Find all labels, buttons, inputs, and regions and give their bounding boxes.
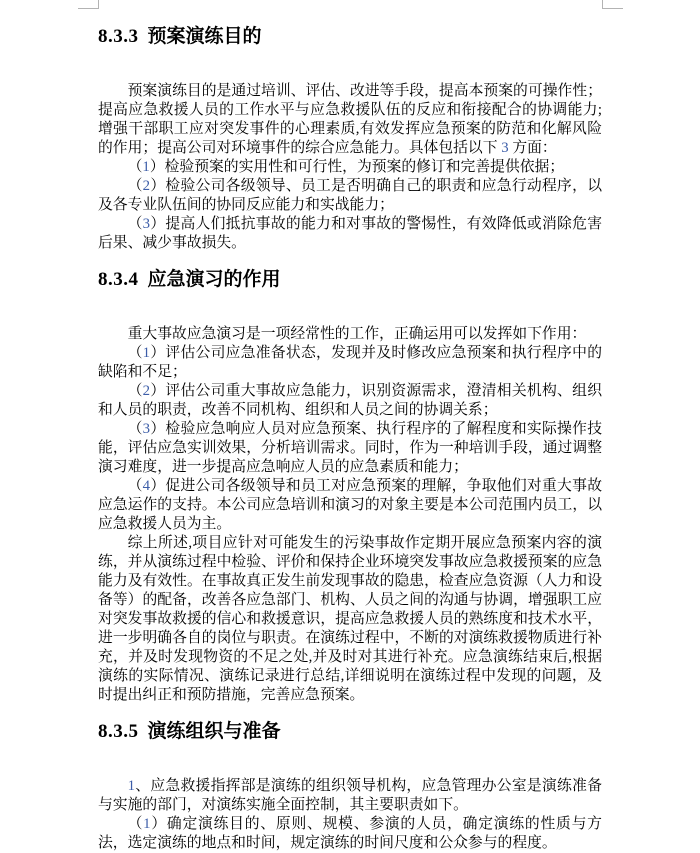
list-item: （2）评估公司重大事故应急能力，识别资源需求，澄清相关机构、组织和人员的职责，改善不同机构、组织和人员之间的协调关系； bbox=[98, 383, 602, 418]
list-item: （2）检验公司各级领导、员工是否明确自己的职责和应急行动程序，以及各专业队伍间的协同反应能力和实战能力； bbox=[98, 178, 602, 213]
list-item: （1）评估公司应急准备状态，发现并及时修改应急预案和执行程序中的缺陷和不足； bbox=[98, 345, 602, 380]
inline-number: 1 bbox=[143, 816, 151, 832]
list-item: （3）检验应急响应人员对应急预案、执行程序的了解程度和实际操作技能，评估应急实训效果，分析培训需求。同时，作为一种培训手段，通过调整演习难度，进一步提高应急响应人员的应急素质和能力； bbox=[98, 421, 602, 475]
paragraph: 预案演练目的是通过培训、评估、改进等手段，提高本预案的可操作性；提高应急救援人员的工作水平与应急救援队伍的反应和衔接配合的协调能力;增强干部职工应对突发事件的心理素质,有效发挥应急预案的防范和化解风险的作用；提高公司对环境事件的综合应急能力。具体包括以下 3 方面： bbox=[98, 83, 602, 156]
inline-number: 3 bbox=[142, 421, 151, 437]
paragraph: 重大事故应急演习是一项经常性的工作，正确运用可以发挥如下作用： bbox=[127, 326, 587, 342]
list-item: （1）确定演练目的、原则、规模、参演的人员，确定演练的性质与方法，选定演练的地点和时间，规定演练的时间尺度和公众参与的程度。 bbox=[98, 816, 602, 851]
inline-number: 2 bbox=[142, 178, 151, 194]
inline-number: 3 bbox=[142, 216, 151, 232]
heading-number: 8.3.5 bbox=[98, 721, 139, 742]
inline-number: 4 bbox=[142, 478, 151, 494]
list-item: （4）促进公司各级领导和员工对应急预案的理解，争取他们对重大事故应急运作的支持。本公司应急培训和演习的对象主要是本公司范围内员工，以应急救援人员为主。 bbox=[98, 478, 602, 532]
section-heading-8-3-3 bbox=[98, 26, 602, 48]
inline-number: 1 bbox=[142, 159, 150, 175]
paragraph: 1、应急救援指挥部是演练的组织领导机构，应急管理办公室是演练准备与实施的部门，对演练实施全面控制，其主要职责如下。 bbox=[98, 778, 602, 813]
inline-number: 2 bbox=[142, 383, 151, 399]
heading-title: 演练组织与准备 bbox=[147, 721, 281, 742]
heading-title: 预案演练目的 bbox=[147, 26, 262, 47]
heading-number: 8.3.3 bbox=[98, 26, 139, 47]
heading-number: 8.3.4 bbox=[98, 269, 139, 290]
list-item: （1）检验预案的实用性和可行性，为预案的修订和完善提供依据； bbox=[127, 159, 565, 175]
list-item: （3）提高人们抵抗事故的能力和对事故的警惕性，有效降低或消除危害后果、减少事故损失。 bbox=[98, 216, 602, 251]
section-heading-8-3-4 bbox=[98, 269, 602, 291]
inline-number: 3 bbox=[501, 140, 509, 156]
text-boundary-mark-right bbox=[602, 0, 623, 9]
inline-number: 1 bbox=[127, 778, 135, 794]
paragraph: 综上所述,项目应针对可能发生的污染事故作定期开展应急预案内容的演练，并从演练过程中检验、评价和保持企业环境突发事故应急救援预案的应急能力及有效性。在事故真正发生前发现事故的隐患，检查应急资源（人力和设备等）的配备，改善各应急部门、机构、人员之间的沟通与协调，增强职工应对突发事故救援的信心和救援意识，提高应急救援人员的熟练度和技术水平，进一步明确各自的岗位与职责。在演练过程中，不断的对演练救援物质进行补充，并及时发现物资的不足之处,并及时对其进行补充。应急演练结束后,根据演练的实际情况、演练记录进行总结,详细说明在演练过程中发现的问题，及时提出纠正和预防措施，完善应急预案。 bbox=[98, 535, 602, 703]
heading-title: 应急演习的作用 bbox=[147, 269, 281, 290]
section-heading-8-3-5 bbox=[98, 721, 602, 743]
inline-number: 1 bbox=[142, 345, 151, 361]
text-boundary-mark-left bbox=[78, 0, 99, 9]
